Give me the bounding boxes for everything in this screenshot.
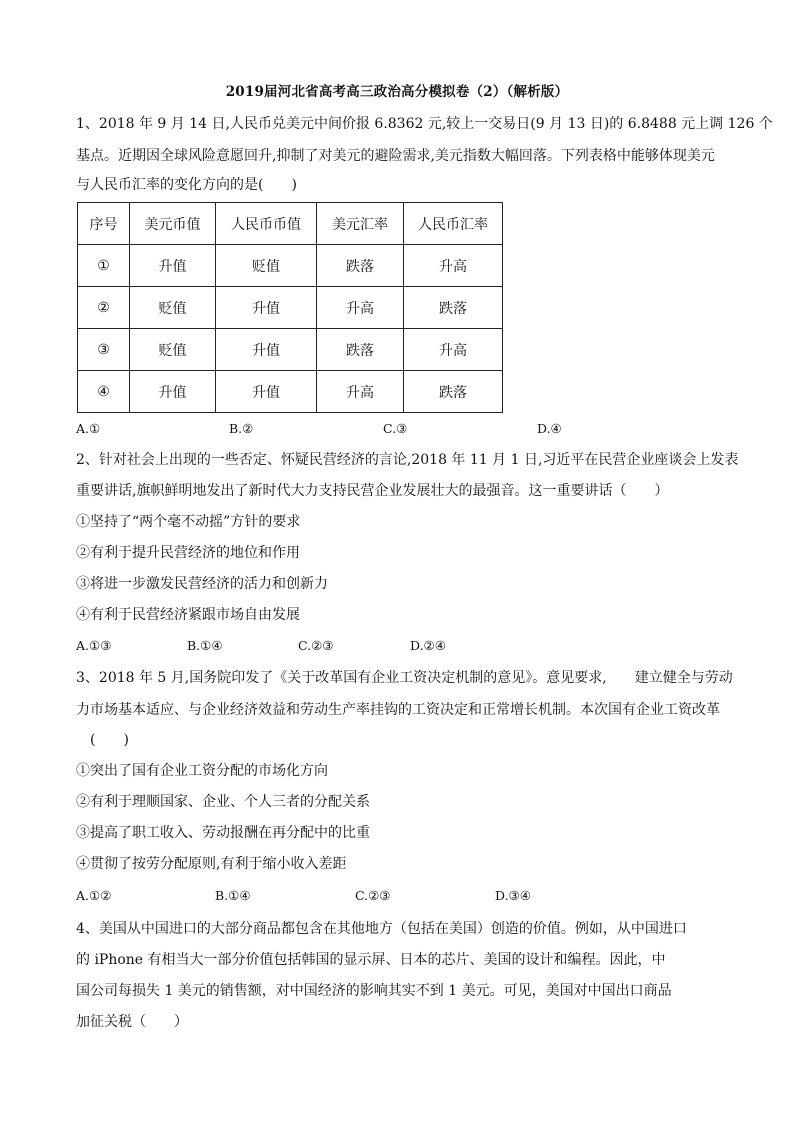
q2-option-a: A.①③ xyxy=(76,638,112,653)
q2-statement-1: ①坚持了“两个毫不动摇”方针的要求 xyxy=(76,514,301,530)
q1-option-c: C.③ xyxy=(383,421,408,436)
table-row xyxy=(78,329,503,371)
table-header-cell: 美元币值 xyxy=(130,203,216,245)
table-row xyxy=(78,245,503,287)
q3-statement-1: ①突出了国有企业工资分配的市场化方向 xyxy=(76,763,328,779)
q3-statement-4: ④贯彻了按劳分配原则,有利于缩小收入差距 xyxy=(76,856,347,872)
table-cell: 升值 xyxy=(216,371,317,413)
table-cell: 升高 xyxy=(404,245,503,287)
table-cell: 跌落 xyxy=(404,287,503,329)
table-cell: 升值 xyxy=(130,245,216,287)
table-cell: ① xyxy=(78,245,130,287)
exchange-rate-table xyxy=(77,202,503,413)
q2-line-1: 2、针对社会上出现的一些否定、怀疑民营经济的言论,2018 年 11 月 1 日,习近平在民营企业座谈会上发表 xyxy=(76,452,739,468)
q2-statement-2: ②有利于提升民营经济的地位和作用 xyxy=(76,545,300,561)
table-cell: 升高 xyxy=(317,287,404,329)
table-row xyxy=(78,287,503,329)
table-cell: 贬值 xyxy=(216,245,317,287)
table-header-cell: 人民币汇率 xyxy=(404,203,503,245)
q2-statement-3: ③将进一步激发民营经济的活力和创新力 xyxy=(76,576,328,592)
table-cell: 贬值 xyxy=(130,329,216,371)
q1-line-2: 基点。近期因全球风险意愿回升,抑制了对美元的避险需求,美元指数大幅回落。下列表格中能够体现美元 xyxy=(76,148,715,164)
q1-option-d: D.④ xyxy=(537,421,562,436)
table-cell: 升值 xyxy=(216,329,317,371)
q3-line-1: 3、2018 年 5 月,国务院印发了《关于改革国有企业工资决定机制的意见》。意见要求, 建立健全与劳动 xyxy=(76,670,733,686)
q3-option-a: A.①② xyxy=(76,888,112,903)
table-cell: 跌落 xyxy=(317,329,404,371)
table-cell: 贬值 xyxy=(130,287,216,329)
table-header-cell: 序号 xyxy=(78,203,130,245)
q3-line-2: 力市场基本适应、与企业经济效益和劳动生产率挂钩的工资决定和正常增长机制。本次国有企业工资改革 xyxy=(76,702,720,718)
table-header-row xyxy=(78,203,503,245)
q3-option-d: D.③④ xyxy=(495,888,531,903)
q3-option-b: B.①④ xyxy=(215,888,251,903)
table-cell: ④ xyxy=(78,371,130,413)
table-row xyxy=(78,371,503,413)
table-cell: 升值 xyxy=(216,287,317,329)
table-cell: ③ xyxy=(78,329,130,371)
q2-option-b: B.①④ xyxy=(187,638,223,653)
q1-option-a: A.① xyxy=(76,421,101,436)
q4-line-4: 加征关税（ ） xyxy=(76,1014,188,1030)
q3-option-c: C.②③ xyxy=(355,888,391,903)
table-cell: 升值 xyxy=(130,371,216,413)
q2-option-d: D.②④ xyxy=(410,638,446,653)
q3-statement-3: ③提高了职工收入、劳动报酬在再分配中的比重 xyxy=(76,825,370,841)
q3-line-3: ( ) xyxy=(76,732,129,748)
q3-statement-2: ②有利于理顺国家、企业、个人三者的分配关系 xyxy=(76,794,370,810)
table-cell: 跌落 xyxy=(404,371,503,413)
q4-line-1: 4、美国从中国进口的大部分商品都包含在其他地方（包括在美国）创造的价值。例如，从中国进口 xyxy=(76,921,687,937)
q4-line-3: 国公司每损失 1 美元的销售额，对中国经济的影响其实不到 1 美元。可见，美国对中国出口商品 xyxy=(76,983,672,999)
q2-option-c: C.②③ xyxy=(298,638,334,653)
q2-statement-4: ④有利于民营经济紧跟市场自由发展 xyxy=(76,607,300,623)
q1-option-b: B.② xyxy=(229,421,254,436)
q1-line-1: 1、2018 年 9 月 14 日,人民币兑美元中间价报 6.8362 元,较上一交易日(9 月 13 日)的 6.8488 元上调 126 个 xyxy=(76,116,773,132)
table-cell: ② xyxy=(78,287,130,329)
document-title: 2019届河北省高考高三政治高分模拟卷（2）（解析版） xyxy=(225,84,569,100)
table-header-cell: 美元汇率 xyxy=(317,203,404,245)
table-cell: 升高 xyxy=(404,329,503,371)
table-header-cell: 人民币币值 xyxy=(216,203,317,245)
table-cell: 升高 xyxy=(317,371,404,413)
q2-line-2: 重要讲话,旗帜鲜明地发出了新时代大力支持民营企业发展壮大的最强音。这一重要讲话（ ） xyxy=(76,483,669,499)
q1-line-3: 与人民币汇率的变化方向的是( ) xyxy=(76,177,297,193)
table-cell: 跌落 xyxy=(317,245,404,287)
q4-line-2: 的 iPhone 有相当大一部分价值包括韩国的显示屏、日本的芯片、美国的设计和编程。因此，中 xyxy=(76,952,666,968)
